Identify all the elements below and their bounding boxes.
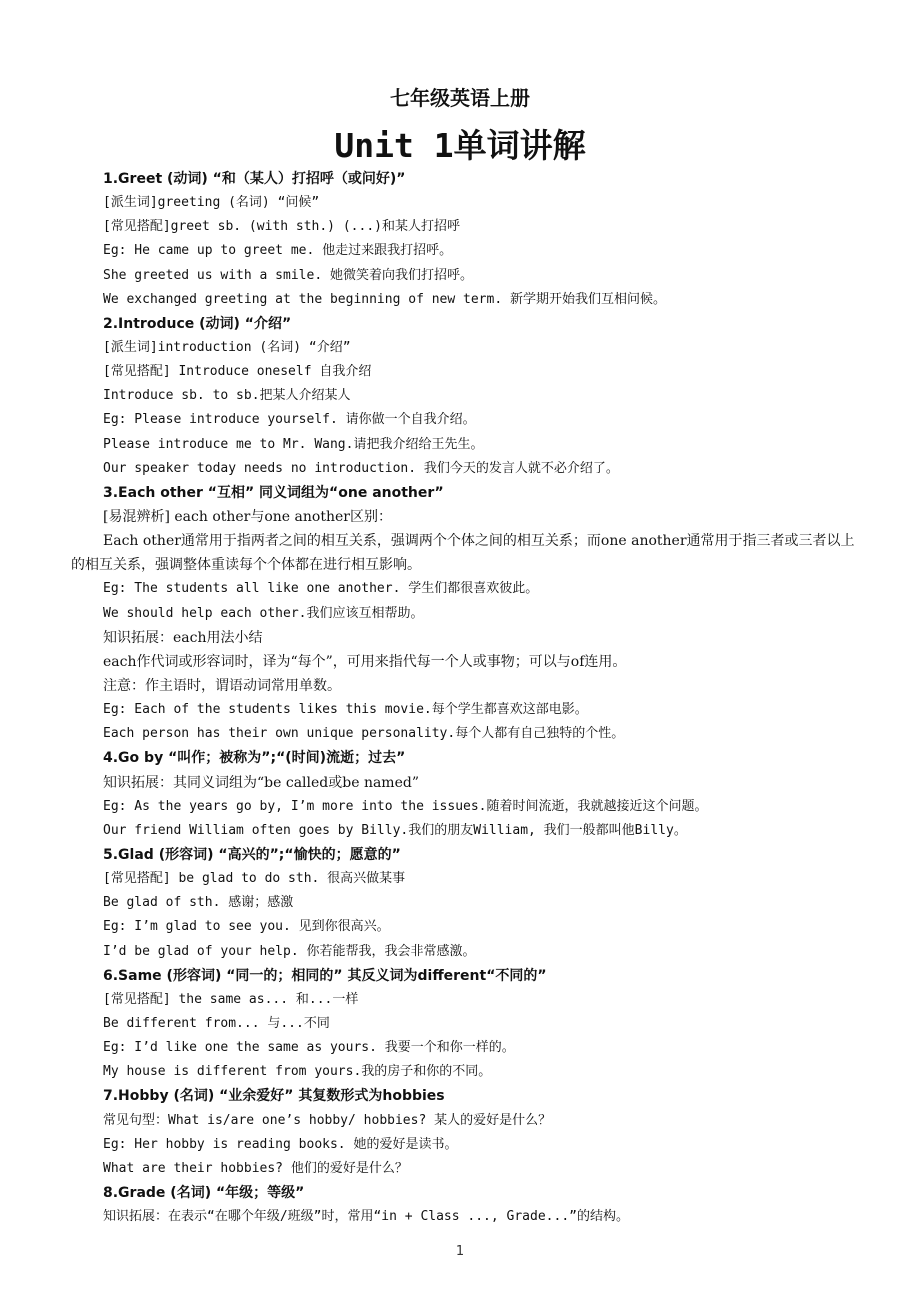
text-line: She greeted us with a smile. 她微笑着向我们打招呼。 xyxy=(103,267,473,283)
text-line: Eg: I’m glad to see you. 见到你很高兴。 xyxy=(103,919,390,935)
text-line: I’d be glad of your help. 你若能帮我，我会非常感激。 xyxy=(103,943,476,959)
text-line: [派生词]greeting (名词) “问候” xyxy=(103,195,320,211)
text-line: 注意：作主语时，谓语动词常用单数。 xyxy=(103,677,341,694)
text-line: [常见搭配] be glad to do sth. 很高兴做某事 xyxy=(103,871,406,887)
text-line: Our speaker today needs no introduction. 我们今天的发言人就不必介绍了。 xyxy=(103,460,619,476)
text-line: Eg: I’d like one the same as yours. 我要一个和你一样的。 xyxy=(103,1040,515,1056)
document-title: Unit 1单词讲解 xyxy=(334,126,586,165)
text-line: Be different from... 与...不同 xyxy=(103,1015,330,1031)
text-line: Eg: Her hobby is reading books. 她的爱好是读书。 xyxy=(103,1136,458,1152)
text-line: [易混辨析] each other与one another区别： xyxy=(103,508,392,525)
text-line: [常见搭配] the same as... 和...一样 xyxy=(103,991,359,1007)
text-line: Eg: He came up to greet me. 他走过来跟我打招呼。 xyxy=(103,243,453,259)
entry-heading: 5.Glad (形容词) “高兴的”;“愉快的；愿意的” xyxy=(103,846,401,863)
text-line: Introduce sb. to sb.把某人介绍某人 xyxy=(103,388,351,404)
text-line: Eg: Please introduce yourself. 请你做一个自我介绍。 xyxy=(103,412,476,428)
text-line: [常见搭配] Introduce oneself 自我介绍 xyxy=(103,364,372,380)
text-line: Eg: Each of the students likes this movie.每个学生都喜欢这部电影。 xyxy=(103,702,588,718)
text-line: What are their hobbies? 他们的爱好是什么？ xyxy=(103,1160,408,1176)
text-line: [派生词]introduction (名词) “介绍” xyxy=(103,339,351,355)
entry-heading: 6.Same (形容词) “同一的；相同的” 其反义词为different“不同的” xyxy=(103,967,547,984)
paragraph: Each other通常用于指两者之间的相互关系，强调两个个体之间的相互关系；而one another通常用于指三者或三者以上的相互关系，强调整体重读每个个体都在进行相互影响。 xyxy=(71,533,855,574)
page-number: 1 xyxy=(455,1244,465,1259)
entry-heading: 3.Each other “互相” 同义词组为“one another” xyxy=(103,484,444,501)
document-subtitle: 七年级英语上册 xyxy=(390,86,530,110)
text-line: We should help each other.我们应该互相帮助。 xyxy=(103,605,424,621)
text-line: 知识拓展：其同义词组为“be called或be named” xyxy=(103,774,419,791)
text-line: Each person has their own unique personality.每个人都有自己独特的个性。 xyxy=(103,726,625,742)
text-line: Eg: As the years go by, I’m more into the issues.随着时间流逝，我就越接近这个问题。 xyxy=(103,798,708,814)
entry-heading: 4.Go by “叫作；被称为”;“(时间)流逝；过去” xyxy=(103,750,406,767)
text-line: My house is different from yours.我的房子和你的不同。 xyxy=(103,1064,492,1080)
text-line: [常见搭配]greet sb. (with sth.) (...)和某人打招呼 xyxy=(103,219,460,235)
text-line: 常见句型：What is/are one’s hobby/ hobbies? 某人的爱好是什么？ xyxy=(103,1112,552,1128)
document-body xyxy=(71,167,861,1229)
text-line: 知识拓展：each用法小结 xyxy=(103,629,263,646)
entry-heading: 7.Hobby (名词) “业余爱好” 其复数形式为hobbies xyxy=(103,1088,445,1105)
text-line: Our friend William often goes by Billy.我们的朋友William, 我们一般都叫他Billy。 xyxy=(103,822,687,838)
text-line: each作代词或形容词时，译为“每个”，可用来指代每一个人或事物；可以与of连用。 xyxy=(103,653,627,670)
entry-heading: 1.Greet (动词) “和（某人）打招呼（或问好)” xyxy=(103,171,406,187)
text-line: We exchanged greeting at the beginning of new term. 新学期开始我们互相问候。 xyxy=(103,291,666,307)
entry-heading: 8.Grade (名词) “年级；等级” xyxy=(103,1184,305,1201)
text-line: 知识拓展：在表示“在哪个年级/班级”时，常用“in + Class ..., Grade...”的结构。 xyxy=(103,1209,629,1225)
text-line: Please introduce me to Mr. Wang.请把我介绍给王先生。 xyxy=(103,436,484,452)
text-line: Eg: The students all like one another. 学生们都很喜欢彼此。 xyxy=(103,581,539,597)
text-line: Be glad of sth. 感谢；感激 xyxy=(103,895,294,911)
entry-heading: 2.Introduce (动词) “介绍” xyxy=(103,315,292,332)
